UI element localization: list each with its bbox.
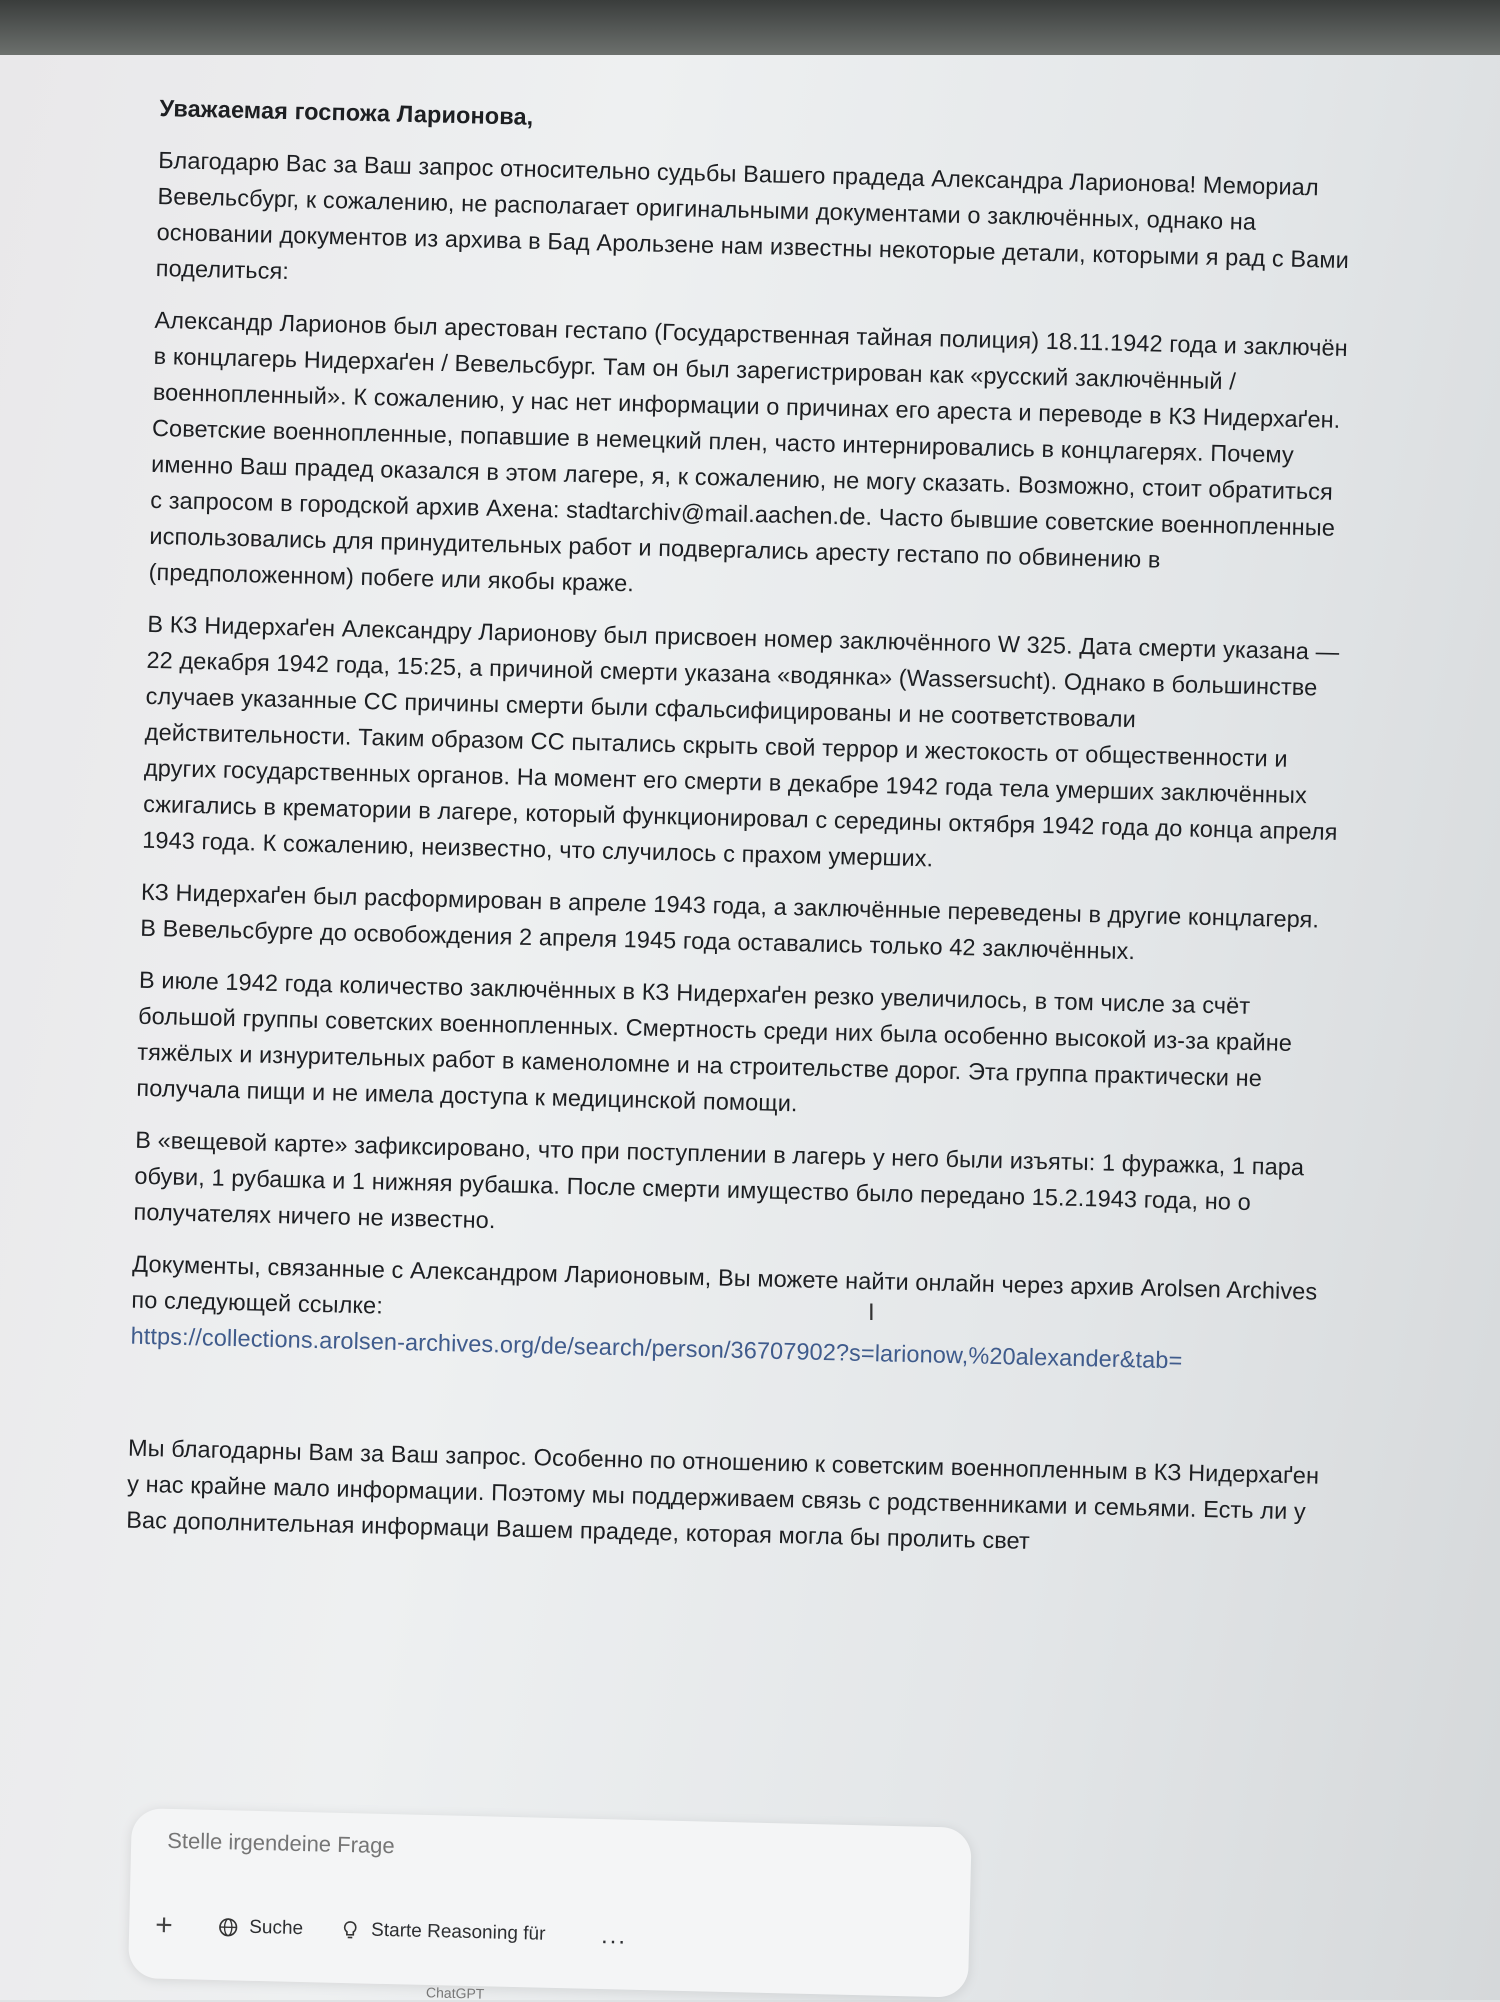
letter-paragraph: В КЗ Нидерхаґен Александру Ларионову был присвоен номер заключённого W 325. Дата смерти указана — 22 декабря 1942 года, 15:25, а причиной смерти указана «водянка» (Wassersucht). Однако в большинстве случаев указанные СС причины смерти были сфальсифицированы и не соответствовали действительности. Таким образом СС пытались скрыть свой террор и жестокость от общественности и других государственных органов. На момент его смерти в декабре 1942 года тела умерших заключённых сжигались в крематории в лагере, который функционировал с середины октября 1942 года до конца апреля 1943 года. К сожалению, неизвестно, что случилось с прахом умерших. <box>142 606 1348 886</box>
letter-paragraph: КЗ Нидерхаґен был расформирован в апреле 1943 года, а заключённые переведены в другие концлагеря. В Вевельсбурге до освобождения 2 апреля 1945 года оставались только 42 заключённых. <box>140 874 1341 974</box>
letter-paragraph: В «вещевой карте» зафиксировано, что при поступлении в лагерь у него были изъяты: 1 фуражка, 1 пара обуви, 1 рубашка и 1 нижняя рубашка. После смерти имущество было передано 15.2.1943 года, но о получателях ничего не известно. <box>133 1122 1335 1258</box>
letter-salutation: Уважаемая госпожа Ларионова, <box>159 90 1360 154</box>
plus-icon: + <box>155 1909 173 1943</box>
search-label: Suche <box>249 1917 303 1940</box>
closing-paragraph-continuation: Вашем прадеде, которая могла бы пролить свет <box>496 1515 1030 1554</box>
assistant-message <box>126 90 1360 1582</box>
monitor-bezel <box>0 0 1500 55</box>
closing-paragraph-text: Мы благодарны Вам за Ваш запрос. Особенно по отношению к советским военнопленным в КЗ Нидерхаґен у нас крайне мало информации. Поэтому мы поддерживаем связь с родственниками и семьями. Есть ли у Вас дополнительная информаци <box>126 1435 1319 1542</box>
letter-paragraph: Александр Ларионов был арестован гестапо (Государственная тайная полиция) 18.11.1942 года и заключён в концлагерь Нидерхаґен / Вевельсбург. Там он был зарегистрирован как «русский заключённый / военнопленный». К сожалению, у нас нет информации о причинах его ареста и переводе в КЗ Нидерхаґен. Советские военнопленные, попавшие в немецкий плен, часто интернировались в концлагерях. Почему именно Ваш прадед оказался в этом лагере, я, к сожалению, не могу сказать. Возможно, стоит обратиться с запросом в городской архив Ахена: stadtarchiv@mail.aachen.de. Часто бывшие советские военнопленные использовались для принудительных работ и подвергались аресту гестапо по обвинению в (предположенном) побеге или якобы краже. <box>148 302 1354 618</box>
footer-note: ChatGPT <box>426 1984 485 2001</box>
chat-composer <box>128 1808 972 1998</box>
letter-paragraph: Благодарю Вас за Ваш запрос относительно судьбы Вашего прадеда Александра Ларионова! Мемориал Вевельсбург, к сожалению, не располагает оригинальными документами о заключённых, однако на основании документов из архива в Бад Арользене нам известны некоторые детали, которыми я рад с Вами поделиться: <box>155 142 1358 314</box>
text-cursor-icon: I <box>868 1299 875 1327</box>
reasoning-button[interactable] <box>339 1907 546 1958</box>
letter-paragraph <box>130 1246 1332 1382</box>
more-options-button[interactable] <box>601 1913 628 1960</box>
lightbulb-icon <box>339 1919 362 1942</box>
attach-button[interactable] <box>155 1903 174 1949</box>
search-button[interactable] <box>217 1904 304 1952</box>
reasoning-label: Starte Reasoning für <box>371 1920 546 1946</box>
letter-paragraph-text: Документы, связанные с Александром Ларионовым, Вы можете найти онлайн через архив Arolsen Archives по следующей ссылке: <box>131 1251 1317 1319</box>
arolsen-archive-link[interactable]: https://collections.arolsen-archives.org/de/search/person/36707902?s=larionow,%20alexander&tab= <box>130 1323 1182 1374</box>
more-icon: ... <box>601 1922 628 1951</box>
globe-icon <box>217 1916 240 1939</box>
chat-input[interactable] <box>165 1827 869 1872</box>
letter-paragraph: В июле 1942 года количество заключённых в КЗ Нидерхаґен резко увеличилось, в том числе за счёт большой группы советских военнопленных. Смертность среди них была особенно высокой из-за крайне тяжёлых и изнурительных работ в каменоломне и на строительстве дорог. Эта группа практически не получала пищи и не имела доступа к медицинской помощи. <box>136 962 1339 1134</box>
